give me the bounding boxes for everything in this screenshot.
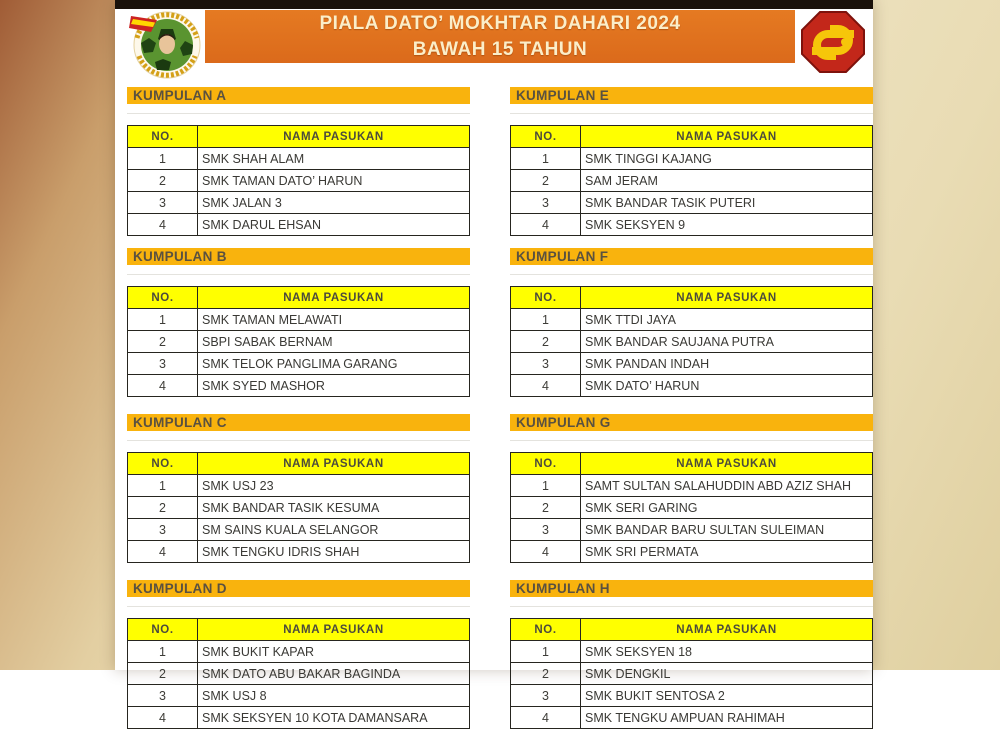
spreadsheet-gap bbox=[510, 431, 873, 452]
team-name: SMK BUKIT SENTOSA 2 bbox=[581, 685, 873, 707]
tournament-badge-icon bbox=[121, 10, 213, 80]
team-row bbox=[511, 685, 873, 707]
team-name: SMK USJ 23 bbox=[198, 475, 470, 497]
group-title: KUMPULAN G bbox=[510, 414, 873, 431]
row-number: 1 bbox=[128, 641, 198, 663]
groups-column-left bbox=[127, 87, 470, 746]
team-row bbox=[511, 331, 873, 353]
team-row bbox=[128, 170, 470, 192]
team-row bbox=[128, 707, 470, 729]
row-number: 4 bbox=[511, 541, 581, 563]
team-name: SMK DATO ABU BAKAR BAGINDA bbox=[198, 663, 470, 685]
top-dark-strip bbox=[115, 0, 873, 9]
octagon-emblem-icon bbox=[800, 10, 866, 74]
team-row bbox=[128, 475, 470, 497]
team-row bbox=[128, 519, 470, 541]
row-number: 1 bbox=[511, 475, 581, 497]
spreadsheet-gap bbox=[127, 431, 470, 452]
team-name: SMK TAMAN MELAWATI bbox=[198, 309, 470, 331]
spreadsheet-gap bbox=[510, 265, 873, 286]
team-row bbox=[128, 148, 470, 170]
team-row bbox=[511, 663, 873, 685]
title-line-1: PIALA DATO’ MOKHTAR DAHARI 2024 bbox=[319, 12, 681, 34]
group-title: KUMPULAN B bbox=[127, 248, 470, 265]
team-row bbox=[511, 497, 873, 519]
row-number: 2 bbox=[128, 170, 198, 192]
row-number: 1 bbox=[511, 148, 581, 170]
row-number: 2 bbox=[511, 170, 581, 192]
title-line-2: BAWAH 15 TAHUN bbox=[412, 38, 588, 60]
team-table bbox=[510, 618, 873, 729]
team-name: SMK JALAN 3 bbox=[198, 192, 470, 214]
team-name: SMK SEKSYEN 18 bbox=[581, 641, 873, 663]
team-name: SMK SEKSYEN 9 bbox=[581, 214, 873, 236]
team-name: SMK USJ 8 bbox=[198, 685, 470, 707]
team-column-header: NAMA PASUKAN bbox=[581, 287, 873, 309]
row-number: 4 bbox=[128, 707, 198, 729]
team-row bbox=[511, 170, 873, 192]
group-title: KUMPULAN E bbox=[510, 87, 873, 104]
row-number: 2 bbox=[511, 497, 581, 519]
title-banner bbox=[205, 10, 795, 63]
team-column-header: NAMA PASUKAN bbox=[198, 126, 470, 148]
no-column-header: NO. bbox=[128, 619, 198, 641]
team-name: SMK DATO’ HARUN bbox=[581, 375, 873, 397]
team-name: SMK DARUL EHSAN bbox=[198, 214, 470, 236]
team-name: SBPI SABAK BERNAM bbox=[198, 331, 470, 353]
team-column-header: NAMA PASUKAN bbox=[198, 453, 470, 475]
row-number: 1 bbox=[128, 309, 198, 331]
row-number: 4 bbox=[128, 214, 198, 236]
row-number: 4 bbox=[511, 214, 581, 236]
team-row bbox=[128, 331, 470, 353]
team-row bbox=[511, 519, 873, 541]
row-number: 3 bbox=[128, 192, 198, 214]
no-column-header: NO. bbox=[128, 126, 198, 148]
team-row bbox=[511, 475, 873, 497]
team-row bbox=[128, 541, 470, 563]
spreadsheet-gap bbox=[127, 597, 470, 618]
no-column-header: NO. bbox=[511, 453, 581, 475]
row-number: 1 bbox=[511, 641, 581, 663]
row-number: 3 bbox=[511, 685, 581, 707]
row-number: 3 bbox=[128, 685, 198, 707]
row-number: 3 bbox=[511, 519, 581, 541]
group-block bbox=[127, 580, 470, 729]
no-column-header: NO. bbox=[128, 453, 198, 475]
row-number: 1 bbox=[128, 475, 198, 497]
group-block bbox=[127, 87, 470, 236]
group-block bbox=[510, 248, 873, 397]
no-column-header: NO. bbox=[511, 287, 581, 309]
team-table bbox=[127, 618, 470, 729]
team-name: SM SAINS KUALA SELANGOR bbox=[198, 519, 470, 541]
group-title: KUMPULAN D bbox=[127, 580, 470, 597]
team-column-header: NAMA PASUKAN bbox=[581, 126, 873, 148]
team-row bbox=[511, 641, 873, 663]
spreadsheet-gap bbox=[127, 104, 470, 125]
team-name: SMK SHAH ALAM bbox=[198, 148, 470, 170]
team-name: SMK SRI PERMATA bbox=[581, 541, 873, 563]
team-row bbox=[511, 353, 873, 375]
team-name: SMK BANDAR TASIK KESUMA bbox=[198, 497, 470, 519]
team-table bbox=[127, 125, 470, 236]
team-row bbox=[511, 309, 873, 331]
team-name: SMK TINGGI KAJANG bbox=[581, 148, 873, 170]
groups-column-right bbox=[510, 87, 873, 746]
team-row bbox=[128, 641, 470, 663]
team-column-header: NAMA PASUKAN bbox=[581, 619, 873, 641]
row-number: 4 bbox=[511, 707, 581, 729]
team-table bbox=[127, 452, 470, 563]
team-row bbox=[511, 707, 873, 729]
group-block bbox=[127, 414, 470, 563]
team-table bbox=[510, 125, 873, 236]
team-name: SMK BUKIT KAPAR bbox=[198, 641, 470, 663]
team-name: SMK SEKSYEN 10 KOTA DAMANSARA bbox=[198, 707, 470, 729]
team-column-header: NAMA PASUKAN bbox=[198, 619, 470, 641]
team-name: SAMT SULTAN SALAHUDDIN ABD AZIZ SHAH bbox=[581, 475, 873, 497]
team-row bbox=[511, 214, 873, 236]
spreadsheet-gap bbox=[127, 265, 470, 286]
team-row bbox=[128, 214, 470, 236]
team-row bbox=[128, 497, 470, 519]
row-number: 2 bbox=[511, 663, 581, 685]
team-row bbox=[128, 192, 470, 214]
team-table bbox=[127, 286, 470, 397]
no-column-header: NO. bbox=[511, 619, 581, 641]
group-block bbox=[510, 580, 873, 729]
team-row bbox=[128, 353, 470, 375]
group-block bbox=[510, 87, 873, 236]
team-table bbox=[510, 286, 873, 397]
team-row bbox=[128, 663, 470, 685]
row-number: 1 bbox=[511, 309, 581, 331]
team-name: SMK TENGKU AMPUAN RAHIMAH bbox=[581, 707, 873, 729]
no-column-header: NO. bbox=[128, 287, 198, 309]
group-block bbox=[127, 248, 470, 397]
row-number: 4 bbox=[128, 375, 198, 397]
team-row bbox=[128, 685, 470, 707]
row-number: 2 bbox=[128, 663, 198, 685]
team-row bbox=[511, 375, 873, 397]
tournament-sheet bbox=[115, 0, 873, 725]
spreadsheet-gap bbox=[510, 104, 873, 125]
team-name: SMK TELOK PANGLIMA GARANG bbox=[198, 353, 470, 375]
row-number: 2 bbox=[511, 331, 581, 353]
team-name: SMK TTDI JAYA bbox=[581, 309, 873, 331]
team-name: SMK BANDAR TASIK PUTERI bbox=[581, 192, 873, 214]
row-number: 4 bbox=[511, 375, 581, 397]
row-number: 3 bbox=[128, 353, 198, 375]
team-name: SMK BANDAR SAUJANA PUTRA bbox=[581, 331, 873, 353]
group-block bbox=[510, 414, 873, 563]
team-name: SMK TAMAN DATO’ HARUN bbox=[198, 170, 470, 192]
group-title: KUMPULAN H bbox=[510, 580, 873, 597]
spreadsheet-gap bbox=[510, 597, 873, 618]
row-number: 4 bbox=[128, 541, 198, 563]
team-column-header: NAMA PASUKAN bbox=[581, 453, 873, 475]
team-row bbox=[511, 541, 873, 563]
row-number: 1 bbox=[128, 148, 198, 170]
row-number: 3 bbox=[511, 353, 581, 375]
team-row bbox=[128, 309, 470, 331]
row-number: 3 bbox=[511, 192, 581, 214]
team-row bbox=[511, 148, 873, 170]
team-name: SMK SYED MASHOR bbox=[198, 375, 470, 397]
group-title: KUMPULAN A bbox=[127, 87, 470, 104]
team-name: SAM JERAM bbox=[581, 170, 873, 192]
team-name: SMK BANDAR BARU SULTAN SULEIMAN bbox=[581, 519, 873, 541]
group-title: KUMPULAN F bbox=[510, 248, 873, 265]
team-name: SMK PANDAN INDAH bbox=[581, 353, 873, 375]
row-number: 3 bbox=[128, 519, 198, 541]
no-column-header: NO. bbox=[511, 126, 581, 148]
team-row bbox=[511, 192, 873, 214]
row-number: 2 bbox=[128, 497, 198, 519]
row-number: 2 bbox=[128, 331, 198, 353]
group-title: KUMPULAN C bbox=[127, 414, 470, 431]
team-table bbox=[510, 452, 873, 563]
team-name: SMK SERI GARING bbox=[581, 497, 873, 519]
team-column-header: NAMA PASUKAN bbox=[198, 287, 470, 309]
team-row bbox=[128, 375, 470, 397]
team-name: SMK TENGKU IDRIS SHAH bbox=[198, 541, 470, 563]
team-name: SMK DENGKIL bbox=[581, 663, 873, 685]
